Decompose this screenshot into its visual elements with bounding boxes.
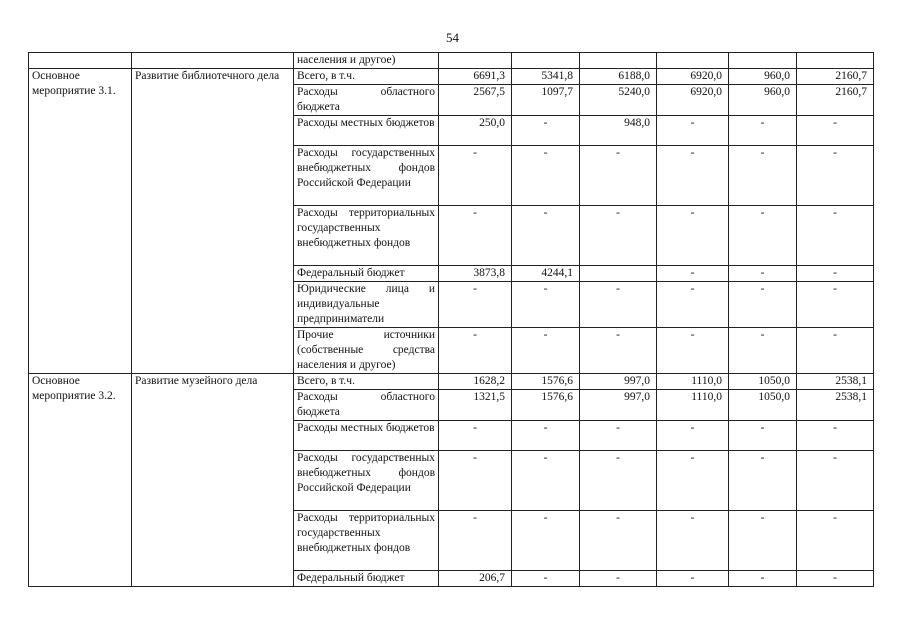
value-cell: -	[797, 328, 874, 374]
value-cell: -	[580, 328, 657, 374]
value-cell: -	[657, 571, 729, 587]
measure-cell: Основное мероприятие 3.1.	[29, 69, 132, 374]
value-cell: -	[580, 146, 657, 206]
value-cell: -	[580, 282, 657, 328]
value-cell: -	[439, 206, 512, 266]
value-cell: 997,0	[580, 374, 657, 390]
value-cell: 2160,7	[797, 85, 874, 116]
name-cell: Развитие музейного дела	[132, 374, 294, 587]
value-cell: -	[439, 146, 512, 206]
source-cell: Всего, в т.ч.	[294, 374, 439, 390]
source-cell: Расходы местных бюджетов	[294, 421, 439, 451]
source-cell: Расходы государственных внебюджетных фондов Российской Федерации	[294, 451, 439, 511]
value-cell: 250,0	[439, 116, 512, 146]
value-cell: 2538,1	[797, 390, 874, 421]
source-cell: Расходы областного бюджета	[294, 85, 439, 116]
value-cell: -	[657, 266, 729, 282]
value-cell: -	[512, 206, 580, 266]
value-cell: -	[729, 451, 797, 511]
value-cell	[797, 53, 874, 69]
source-cell: Всего, в т.ч.	[294, 69, 439, 85]
value-cell: 2567,5	[439, 85, 512, 116]
value-cell	[512, 53, 580, 69]
value-cell: -	[512, 146, 580, 206]
value-cell: -	[657, 206, 729, 266]
value-cell	[580, 53, 657, 69]
value-cell: -	[512, 451, 580, 511]
value-cell: -	[439, 421, 512, 451]
source-cell: Федеральный бюджет	[294, 266, 439, 282]
value-cell: 6691,3	[439, 69, 512, 85]
value-cell: 1576,6	[512, 390, 580, 421]
value-cell: -	[657, 282, 729, 328]
value-cell: -	[797, 206, 874, 266]
value-cell: -	[580, 571, 657, 587]
value-cell: 1110,0	[657, 390, 729, 421]
source-cell: Расходы территориальных государственных внебюджетных фондов	[294, 206, 439, 266]
source-cell: Расходы местных бюджетов	[294, 116, 439, 146]
value-cell: 960,0	[729, 85, 797, 116]
value-cell: -	[797, 116, 874, 146]
value-cell	[729, 53, 797, 69]
value-cell: -	[797, 282, 874, 328]
value-cell: 948,0	[580, 116, 657, 146]
value-cell: -	[580, 206, 657, 266]
value-cell: 3873,8	[439, 266, 512, 282]
value-cell: -	[797, 511, 874, 571]
value-cell: -	[797, 571, 874, 587]
value-cell: -	[729, 328, 797, 374]
name-cell: Развитие библиотечного дела	[132, 69, 294, 374]
value-cell: 6920,0	[657, 69, 729, 85]
value-cell: 1097,7	[512, 85, 580, 116]
value-cell: -	[729, 266, 797, 282]
value-cell: 1110,0	[657, 374, 729, 390]
value-cell: -	[580, 451, 657, 511]
measure-cell	[29, 53, 132, 69]
value-cell: -	[657, 146, 729, 206]
table-row	[29, 374, 874, 390]
value-cell: -	[729, 206, 797, 266]
value-cell	[439, 53, 512, 69]
value-cell: -	[729, 421, 797, 451]
value-cell: -	[797, 266, 874, 282]
page-number: 54	[446, 30, 459, 45]
value-cell: 997,0	[580, 390, 657, 421]
value-cell: 5341,8	[512, 69, 580, 85]
value-cell: 6920,0	[657, 85, 729, 116]
source-cell: населения и другое)	[294, 53, 439, 69]
funding-table	[28, 52, 874, 587]
source-cell: Расходы государственных внебюджетных фондов Российской Федерации	[294, 146, 439, 206]
value-cell: -	[797, 146, 874, 206]
value-cell: -	[797, 421, 874, 451]
value-cell: -	[657, 451, 729, 511]
value-cell: -	[512, 421, 580, 451]
value-cell: -	[512, 571, 580, 587]
source-cell: Юридические лица и индивидуальные предприниматели	[294, 282, 439, 328]
value-cell: -	[580, 511, 657, 571]
value-cell: -	[439, 282, 512, 328]
value-cell: -	[512, 116, 580, 146]
source-cell: Расходы областного бюджета	[294, 390, 439, 421]
value-cell: -	[657, 511, 729, 571]
value-cell: 1628,2	[439, 374, 512, 390]
value-cell: 1576,6	[512, 374, 580, 390]
value-cell: -	[439, 328, 512, 374]
value-cell: -	[657, 421, 729, 451]
value-cell: 6188,0	[580, 69, 657, 85]
value-cell: -	[439, 451, 512, 511]
value-cell: 5240,0	[580, 85, 657, 116]
value-cell: 960,0	[729, 69, 797, 85]
value-cell: 206,7	[439, 571, 512, 587]
measure-cell: Основное мероприятие 3.2.	[29, 374, 132, 587]
value-cell	[657, 53, 729, 69]
value-cell: -	[729, 116, 797, 146]
name-cell	[132, 53, 294, 69]
table-row	[29, 53, 874, 69]
source-cell: Федеральный бюджет	[294, 571, 439, 587]
value-cell: 1050,0	[729, 390, 797, 421]
value-cell: -	[580, 421, 657, 451]
source-cell: Расходы территориальных государственных внебюджетных фондов	[294, 511, 439, 571]
value-cell: 1050,0	[729, 374, 797, 390]
value-cell: -	[512, 328, 580, 374]
source-cell: Прочие источники (собственные средства населения и другое)	[294, 328, 439, 374]
value-cell: -	[729, 511, 797, 571]
value-cell: -	[729, 282, 797, 328]
value-cell: 2538,1	[797, 374, 874, 390]
value-cell: -	[729, 571, 797, 587]
value-cell: 4244,1	[512, 266, 580, 282]
value-cell: -	[439, 511, 512, 571]
value-cell: -	[512, 282, 580, 328]
value-cell: 1321,5	[439, 390, 512, 421]
value-cell	[580, 266, 657, 282]
value-cell: -	[797, 451, 874, 511]
value-cell: -	[657, 116, 729, 146]
value-cell: -	[512, 511, 580, 571]
value-cell: -	[657, 328, 729, 374]
value-cell: 2160,7	[797, 69, 874, 85]
value-cell: -	[729, 146, 797, 206]
table-row	[29, 69, 874, 85]
